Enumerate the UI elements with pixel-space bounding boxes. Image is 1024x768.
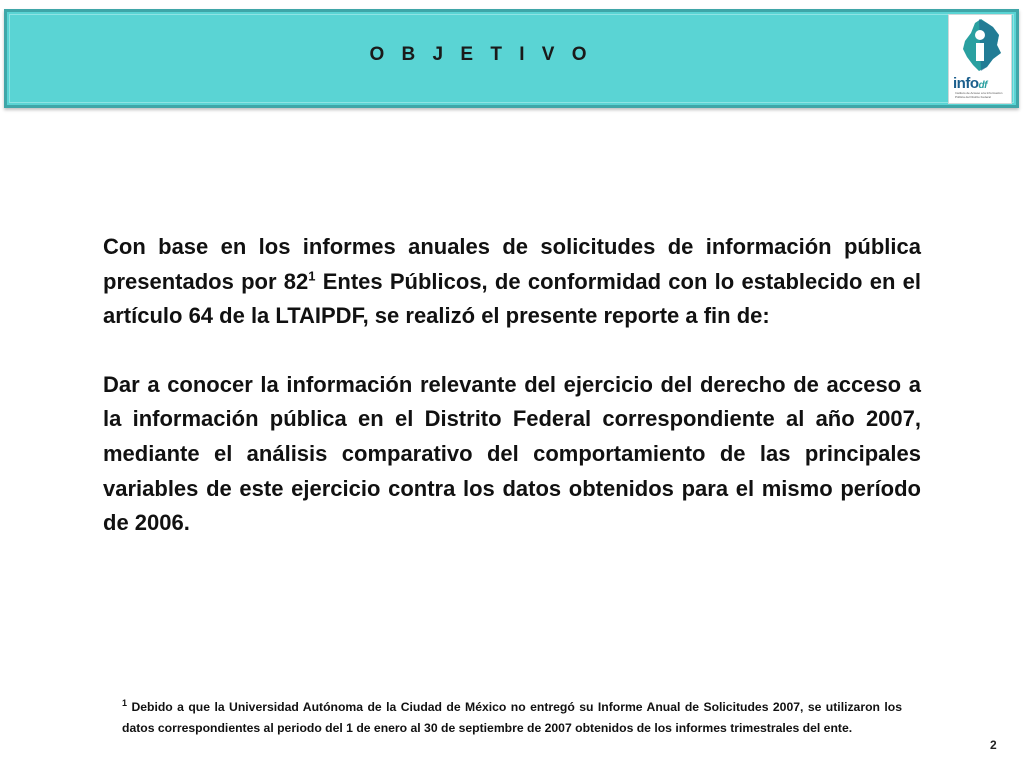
logo-wordmark: infodf xyxy=(953,75,987,92)
footnote-reference: 1 xyxy=(308,268,316,284)
main-content xyxy=(103,230,921,541)
paragraph-intro: Con base en los informes anuales de solicitudes de información pública presentados por $82^1$ Entes Públicos, de conformidad con lo establecido en el artículo 64 de la LTAIPDF, se realizó el presente reporte a fin de: xyxy=(103,234,922,329)
logo-subtitle: Instituto de Acceso a la Información Pública del Distrito Federal xyxy=(955,91,1003,99)
footnote-text: Debido a que la Universidad Autónoma de la Ciudad de México no entregó su Informe Anual de Solicitudes 2007, se utilizaron los datos correspondientes al periodo del 1 de enero al 30 de septiembre de 2007 obtenidos de los informes trimestrales del ente. xyxy=(122,700,902,736)
footnote xyxy=(122,697,902,739)
infodf-logo xyxy=(948,14,1012,104)
page-number: 2 xyxy=(990,738,997,752)
paragraph-objective: Dar a conocer la información relevante del ejercicio del derecho de acceso a la información pública en el Distrito Federal correspondiente al año 2007, mediante el análisis comparativo del comportamiento de las principales variables de este ejercicio contra los datos obtenidos para el mismo período de 2006. xyxy=(103,371,921,536)
map-pin-icon xyxy=(949,15,1013,75)
slide-title: O B J E T I V O xyxy=(369,44,593,65)
footnote-marker: 1 xyxy=(122,697,128,708)
